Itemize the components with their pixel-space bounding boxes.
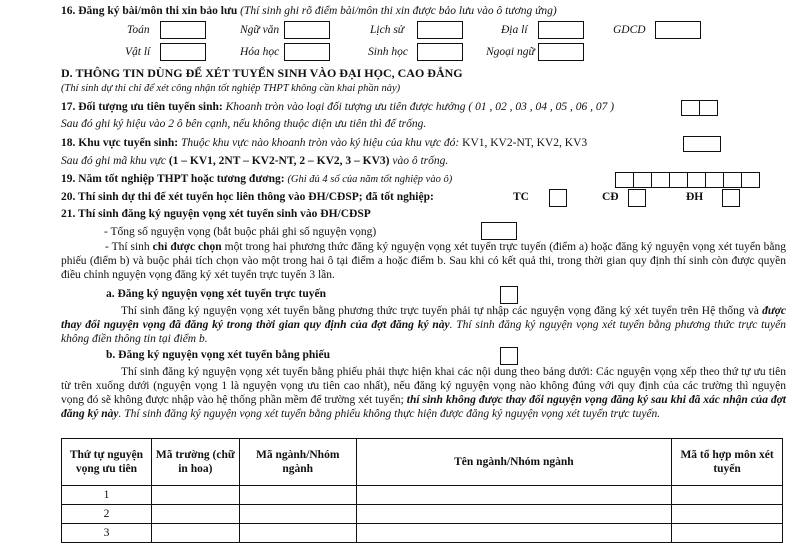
school-code-cell[interactable] [151,524,239,543]
subject-label-physics: Vật lí [125,46,151,58]
s20-option-dh-checkbox[interactable] [722,189,740,207]
s19-heading [61,173,452,185]
s21-p1-bold: chỉ được chọn [152,241,222,253]
major-name-cell[interactable] [356,505,671,524]
s21-title: 21. Thí sinh đăng ký nguyện vọng xét tuyển sinh vào ĐH/CĐSP [61,208,371,220]
s21b-p-bold: thí sinh không được thay đổi nguyện vọng đăng ký sau khi đã xác nhận của đợt đăng ký này [61,394,786,420]
s21b-title: b. Đăng ký nguyện vọng xét tuyển bằng phiếu [106,349,330,361]
table-row [62,524,783,543]
subject-label-literature: Ngữ văn [240,24,280,36]
s20-option-tc-checkbox[interactable] [549,189,567,207]
school-code-cell[interactable] [151,486,239,505]
row-number: 1 [62,486,152,505]
priority-code-box-2[interactable] [699,100,718,116]
header-major-name: Tên ngành/Nhóm ngành [356,439,671,486]
s18-line2-pre: Sau đó ghi mã khu vực [61,155,166,167]
s21-p1-pre: - Thí sinh [105,241,150,253]
s20-option-cd-label: CĐ [602,191,619,203]
s18-heading [61,137,587,149]
score-box-history[interactable] [417,21,463,39]
s19-title: 19. Năm tốt nghiệp THPT hoặc tương đương: [61,173,285,185]
s18-line2-codes: (1 – KV1, 2NT – KV2-NT, 2 – KV2, 3 – KV3) [168,155,390,167]
s21a-p-bold: được thay đổi nguyện vọng đã đăng ký trong thời gian quy định của đợt đăng ký này [61,305,787,331]
priority-code-boxes [682,100,718,116]
s20-option-cd-checkbox[interactable] [628,189,646,207]
graduation-year-digit-8[interactable] [741,172,760,188]
score-box-literature[interactable] [284,21,330,39]
subject-label-math: Toán [127,24,150,36]
table-header-row [62,439,783,486]
score-box-chemistry[interactable] [284,43,330,61]
subject-label-foreign-language: Ngoại ngữ [486,46,535,58]
graduation-year-digit-3[interactable] [651,172,670,188]
score-box-foreign-language[interactable] [538,43,584,61]
subject-label-civics: GDCD [613,24,646,36]
table-row [62,505,783,524]
header-school-code: Mã trường (chữ in hoa) [151,439,239,486]
s20-option-tc-label: TC [513,191,529,203]
s17-desc: Khoanh tròn vào loại đối tượng ưu tiên được hưởng ( 01 , 02 , 03 , 04 , 05 , 06 , 07 ) [225,101,615,113]
s20-title: 20. Thí sinh dự thi để xét tuyển học liên thông vào ĐH/CĐSP; đã tốt nghiệp: [61,191,434,203]
subject-label-geography: Địa lí [501,24,528,36]
s21b-paragraph [61,365,786,421]
score-box-math[interactable] [160,21,206,39]
section-d-note: (Thí sinh dự thi chỉ để xét công nhận tốt nghiệp THPT không cần khai phần này) [61,83,401,94]
subject-combination-cell[interactable] [672,486,783,505]
s20-option-dh-label: ĐH [686,191,704,203]
s18-line2-post: vào ô trống. [392,155,449,167]
s21a-title: a. Đăng ký nguyện vọng xét tuyển trực tuyến [106,288,326,300]
s21a-paragraph [61,304,786,346]
header-priority-order: Thứ tự nguyện vọng ưu tiên [62,439,152,486]
major-code-cell[interactable] [239,505,356,524]
s18-desc: Thuộc khu vực nào khoanh tròn vào ký hiệu của khu vực đó: [181,137,460,149]
subject-label-chemistry: Hóa học [240,46,280,58]
header-major-code: Mã ngành/Nhóm ngành [239,439,356,486]
s17-heading [61,101,614,113]
school-code-cell[interactable] [151,505,239,524]
subject-label-biology: Sinh học [368,46,408,58]
table-row [62,486,783,505]
s16-title: 16. Đăng ký bài/môn thi xin bảo lưu [61,5,238,17]
aspiration-table [61,438,783,543]
subject-combination-cell[interactable] [672,524,783,543]
s21-method-paragraph [61,240,786,282]
s21a-p-ital: . Thí sinh đăng ký nguyện vọng xét tuyển bằng phương thức trực tuyến không điền thông tin tại điểm b. [61,319,786,345]
major-code-cell[interactable] [239,524,356,543]
section-d-title: D. THÔNG TIN DÙNG ĐỂ XÉT TUYỂN SINH VÀO ĐẠI HỌC, CAO ĐẲNG [61,66,463,80]
graduation-year-digit-2[interactable] [633,172,652,188]
score-box-geography[interactable] [538,21,584,39]
s21a-p-pre: Thí sinh đăng ký nguyện vọng xét tuyển bằng phương thức trực tuyến phải tự nhập các nguyện vọng đăng ký xét tuyển trên Hệ thống và [121,305,759,317]
graduation-year-digit-5[interactable] [687,172,706,188]
major-code-cell[interactable] [239,486,356,505]
subject-combination-cell[interactable] [672,505,783,524]
s16-heading [61,5,557,17]
major-name-cell[interactable] [356,486,671,505]
graduation-year-digit-7[interactable] [723,172,742,188]
row-number: 3 [62,524,152,543]
graduation-year-boxes [616,172,760,188]
s21b-p-pre: Thí sinh đăng ký nguyện vọng xét tuyển bằng phiếu phải thực hiện khai các nội dung theo bảng dưới: Các nguyện vọng xếp theo thứ tự ưu tiên từ trên xuống dưới (nguyện vọng 1 là nguyện vọng ưu tiên cao nhất), nếu đăng ký nguyện vọng nào không đúng với quy định của các trường thì nguyện vọng đó sẽ không được nhập vào hệ thống phần mềm để trường xét tuyển; [61,366,786,406]
s18-instruction [61,155,448,167]
graduation-year-digit-4[interactable] [669,172,688,188]
total-aspirations-box[interactable] [481,222,517,240]
online-registration-checkbox[interactable] [500,286,518,304]
paper-registration-checkbox[interactable] [500,347,518,365]
s18-title: 18. Khu vực tuyển sinh: [61,137,179,149]
score-box-civics[interactable] [655,21,701,39]
priority-code-box-1[interactable] [681,100,700,116]
major-name-cell[interactable] [356,524,671,543]
graduation-year-digit-1[interactable] [615,172,634,188]
s17-title: 17. Đối tượng ưu tiên tuyển sinh: [61,101,223,113]
s21-total-label: - Tổng số nguyện vọng (bắt buộc phải ghi số nguyện vọng) [104,226,377,238]
s21b-p-ital: . Thí sinh đăng ký nguyện vọng xét tuyển bằng phiếu không thực hiện được đăng ký nguyện vọng xét tuyển trực tuyến. [118,408,661,420]
s21-p1-rest: một trong hai phương thức đăng ký nguyện vọng xét tuyển trực tuyến (điểm a) hoặc đăng ký nguyện vọng xét tuyển bằng phiếu (điểm b) và buộc phải tích chọn vào một trong hai ô tại điểm a hoặc điểm b. Sau khi có kết quả thi, trong thời gian quy định thí sinh còn được quyền điều chỉnh nguyện vọng đăng ký xét tuyển trực tuyến 3 lần. [61,241,786,281]
subject-label-history: Lịch sử [370,24,405,36]
score-box-biology[interactable] [417,43,463,61]
area-code-box[interactable] [683,136,721,152]
header-subject-combination: Mã tổ hợp môn xét tuyển [672,439,783,486]
s16-note: (Thí sinh ghi rõ điểm bài/môn thi xin được bảo lưu vào ô tương ứng) [240,5,557,17]
area-code-boxes [684,136,721,152]
s19-note: (Ghi đủ 4 số của năm tốt nghiệp vào ô) [287,174,453,185]
row-number: 2 [62,505,152,524]
score-box-physics[interactable] [160,43,206,61]
graduation-year-digit-6[interactable] [705,172,724,188]
s18-areas: KV1, KV2-NT, KV2, KV3 [462,137,588,149]
s17-instruction: Sau đó ghi ký hiệu vào 2 ô bên cạnh, nếu không thuộc diện ưu tiên thì để trống. [61,118,427,130]
